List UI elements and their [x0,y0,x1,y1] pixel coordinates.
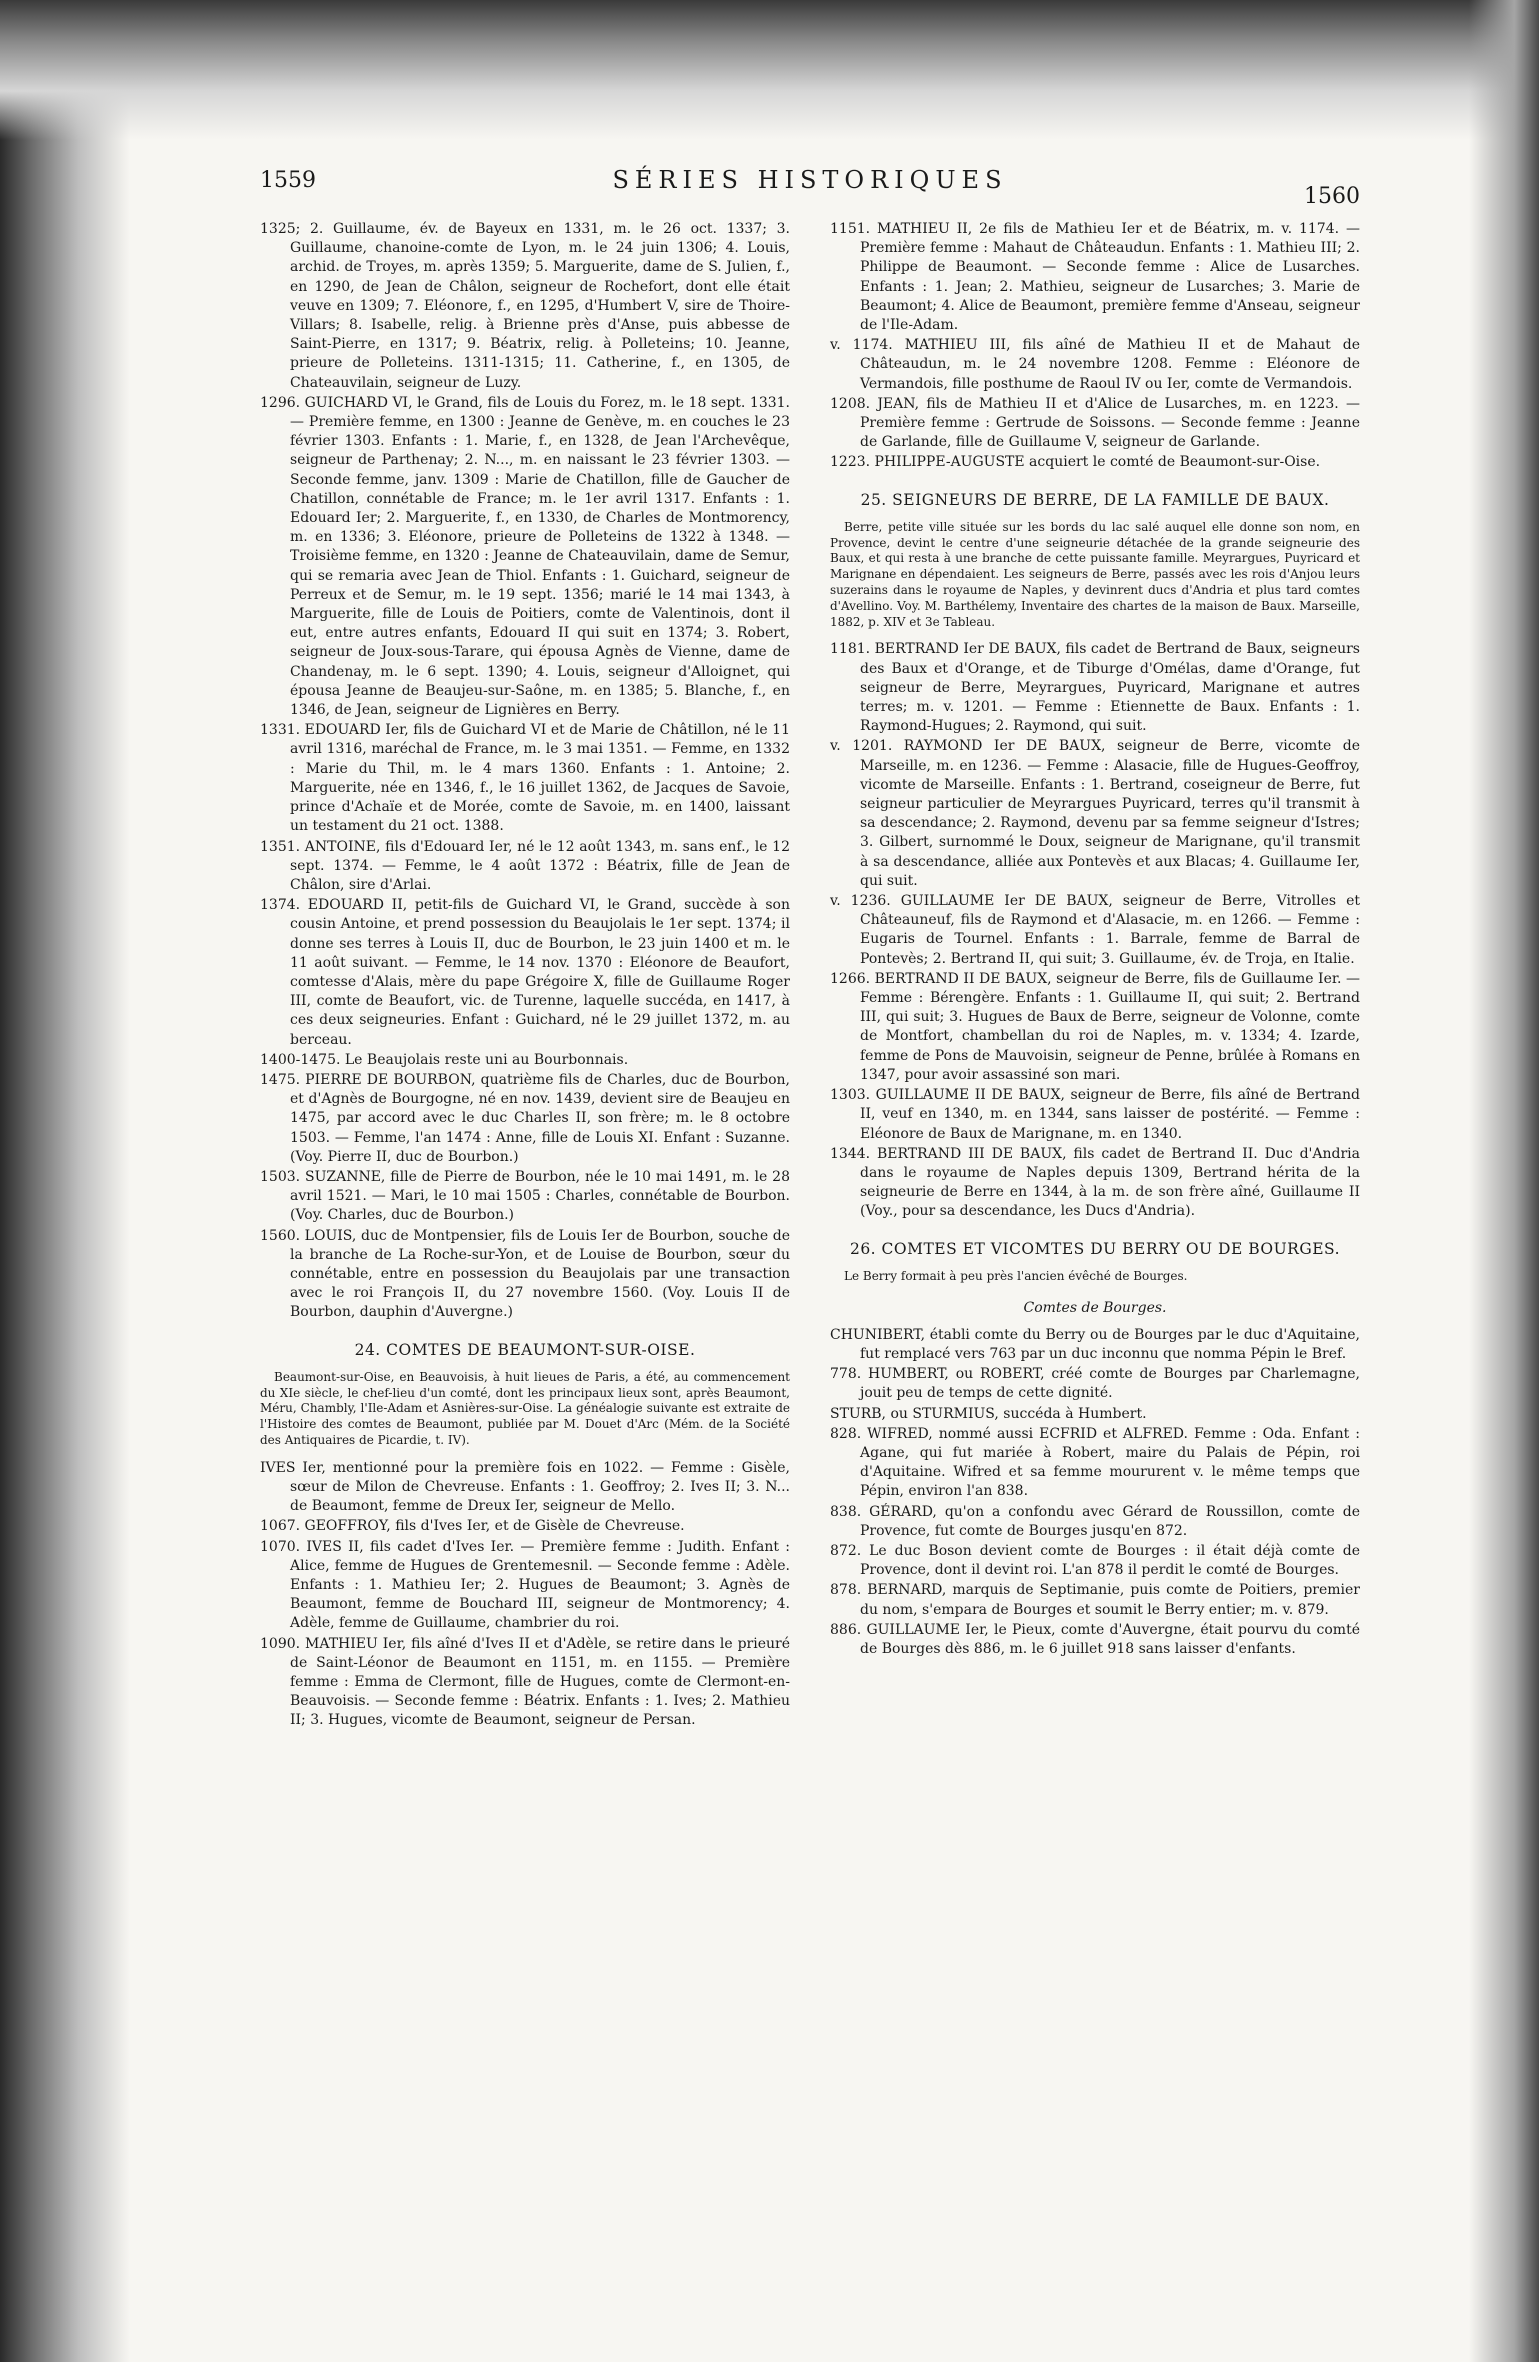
entry-beaumont-0: IVES Ier, mentionné pour la première fois en 1022. — Femme : Gisèle, sœur de Milon de Chevreuse. Enfants : 1. Geoffroy; 2. Ives II; 3. N... de Beaumont, femme de Dreux Ier, seigneur de Mello. [260,1459,790,1515]
entry-left-6: 1475. PIERRE DE BOURBON, quatrième fils de Charles, duc de Bourbon, et d'Agnès de Bourgogne, né en nov. 1439, devient sire de Beaujeu en 1475, par accord avec le duc Charles II, son frère; m. le 8 octobre 1503. — Femme, l'an 1474 : Anne, fille de Louis XI. Enfant : Suzanne. (Voy. Pierre II, duc de Bourbon.) [260,1071,790,1165]
section-25-intro: Berre, petite ville située sur les bords du lac salé auquel elle donne son nom, en Provence, devint le centre d'une seigneurie détachée de la grande seigneurie des Baux, et qui resta à une branche de cette puissante famille. Meyrargues, Puyricard et Marignane en dépendaient. Les seigneurs de Berre, passés avec les rois d'Anjou leurs suzerains dans le royaume de Naples, y devinrent ducs d'Andria et plus tard comtes d'Avellino. Voy. M. Barthélemy, Inventaire des chartes de la maison de Baux. Marseille, 1882, p. XIV et 3e Tableau. [830,519,1360,629]
two-column-body [260,220,1360,1732]
section-24-intro: Beaumont-sur-Oise, en Beauvoisis, à huit lieues de Paris, a été, au commencement du XIe siècle, le chef-lieu d'un comté, dont les principaux lieux sont, après Beaumont, Méru, Chambly, l'Ile-Adam et Asnières-sur-Oise. La généalogie suivante est extraite de l'Histoire des comtes de Beaumont, publiée par M. Douet d'Arc (Mém. de la Société des Antiquaires de Picardie, t. IV). [260,1369,790,1447]
entry-bourges-4: 838. GÉRARD, qu'on a confondu avec Gérard de Roussillon, comte de Provence, fut comte de Bourges jusqu'en 872. [830,1503,1360,1539]
scan-shadow-left [0,0,130,2362]
entry-right-0: 1151. MATHIEU II, 2e fils de Mathieu Ier et de Béatrix, m. v. 1174. — Première femme : Mahaut de Châteaudun. Enfants : 1. Mathieu III; 2. Philippe de Beaumont. — Seconde femme : Alice de Lusarches. Enfants : 1. Jean; 2. Mathieu, seigneur de Lusarches; 3. Marie de Beaumont; 4. Alice de Beaumont, première femme d'Anseau, seigneur de l'Ile-Adam. [830,221,1360,334]
left-column [260,220,790,1732]
entry-berre-5: 1344. BERTRAND III DE BAUX, fils cadet de Bertrand II. Duc d'Andria dans le royaume de Naples depuis 1309, Bertrand hérita de la seigneurie de Berre en 1344, à la m. de son frère aîné, Guillaume II (Voy., pour sa descendance, les Ducs d'Andria). [830,1145,1360,1220]
entry-left-2: 1331. EDOUARD Ier, fils de Guichard VI et de Marie de Châtillon, né le 11 avril 1316, maréchal de France, m. le 3 mai 1351. — Femme, en 1332 : Marie du Thil, m. le 4 mars 1360. Enfants : 1. Antoine; 2. Marguerite, née en 1346, f., le 16 juillet 1362, de Jacques de Savoie, prince d'Achaïe et de Morée, comte de Savoie, m. en 1400, laissant un testament du 21 oct. 1388. [260,722,790,835]
left-page-number: 1559 [260,168,316,193]
section-25-title: 25. SEIGNEURS DE BERRE, DE LA FAMILLE DE BAUX. [860,490,1330,509]
entry-berre-1: v. 1201. RAYMOND Ier DE BAUX, seigneur de Berre, vicomte de Marseille, m. en 1236. — Femme : Alasacie, fille de Hugues-Geoffroy, vicomte de Marseille. Enfants : 1. Bertrand, coseigneur de Berre, fut seigneur particulier de Meyrargues Puyricard, terres qu'il transmit à sa descendance; 2. Raymond, devenu par sa femme seigneur d'Istres; 3. Gilbert, surnommé le Doux, seigneur de Marignane, qu'il transmit à sa descendance, alliée aux Pontevès et aux Blacas; 4. Guillaume Ier, qui suit. [830,738,1360,889]
entry-beaumont-1: 1067. GEOFFROY, fils d'Ives Ier, et de Gisèle de Chevreuse. [260,1518,685,1535]
right-page-number: 1560 [1304,184,1360,209]
entry-bourges-2: STURB, ou STURMIUS, succéda à Humbert. [830,1405,1147,1422]
entry-bourges-7: 886. GUILLAUME Ier, le Pieux, comte d'Auvergne, était pourvu du comté de Bourges dès 886, m. le 6 juillet 918 sans laisser d'enfants. [830,1621,1360,1657]
entry-left-3: 1351. ANTOINE, fils d'Edouard Ier, né le 12 août 1343, m. sans enf., le 12 sept. 1374. — Femme, le 4 août 1372 : Béatrix, fille de Jean de Châlon, sire d'Arlai. [260,838,790,893]
running-title: SÉRIES HISTORIQUES [612,166,1008,194]
entry-beaumont-3: 1090. MATHIEU Ier, fils aîné d'Ives II et d'Adèle, se retire dans le prieuré de Saint-Léonor de Beaumont en 1151, m. en 1155. — Première femme : Emma de Clermont, fille de Hugues, comte de Clermont-en-Beauvoisis. — Seconde femme : Béatrix. Enfants : 1. Ives; 2. Mathieu II; 3. Hugues, vicomte de Beaumont, seigneur de Persan. [260,1635,790,1729]
scan-shadow-right [1469,0,1539,2362]
entry-left-4: 1374. EDOUARD II, petit-fils de Guichard VI, le Grand, succède à son cousin Antoine, et prend possession du Beaujolais le 1er sept. 1374; il donne ses terres à Louis II, duc de Bourbon, le 23 juin 1400 et m. le 11 août suivant. — Femme, le 14 nov. 1370 : Eléonore de Beaufort, comtesse d'Alais, mère du pape Grégoire X, fille de Guillaume Roger III, comte de Beaufort, vic. de Turenne, laquelle succéda, en 1417, à ces deux seigneuries. Enfant : Guichard, né le 29 juillet 1372, m. au berceau. [260,897,790,1048]
running-head [260,160,1360,220]
entry-bourges-0: CHUNIBERT, établi comte du Berry ou de Bourges par le duc d'Aquitaine, fut remplacé vers 763 par un duc inconnu que nomma Pépin le Bref. [830,1326,1360,1362]
entry-left-8: 1560. LOUIS, duc de Montpensier, fils de Louis Ier de Bourbon, souche de la branche de La Roche-sur-Yon, et de Louise de Bourbon, sœur du connétable, entre en possession du Beaujolais par une transaction avec le roi François II, du 27 novembre 1560. (Voy. Louis II de Bourbon, dauphin d'Auvergne.) [260,1227,790,1321]
entry-right-2: 1208. JEAN, fils de Mathieu II et d'Alice de Lusarches, m. en 1223. — Première femme : Gertrude de Soissons. — Seconde femme : Jeanne de Garlande, fille de Guillaume V, seigneur de Garlande. [830,395,1360,451]
section-24-title: 24. COMTES DE BEAUMONT-SUR-OISE. [354,1340,696,1359]
entry-berre-2: v. 1236. GUILLAUME Ier DE BAUX, seigneur de Berre, Vitrolles et Châteauneuf, fils de Raymond et d'Alasacie, m. en 1266. — Femme : Eugaris de Tournel. Enfants : 1. Barrale, femme de Barral de Pontevès; 2. Bertrand II, qui suit; 3. Guillaume, év. de Troja, en Italie. [830,893,1360,967]
entry-right-1: v. 1174. MATHIEU III, fils aîné de Mathieu II et de Mahaut de Châteaudun, m. le 24 novembre 1208. Femme : Eléonore de Vermandois, fille posthume de Raoul IV ou Ier, comte de Vermandois. [830,337,1360,392]
entry-bourges-6: 878. BERNARD, marquis de Septimanie, puis comte de Poitiers, premier du nom, s'empara de Bourges et soumit le Berry entier; m. v. 879. [830,1582,1360,1618]
entry-beaumont-2: 1070. IVES II, fils cadet d'Ives Ier. — Première femme : Judith. Enfant : Alice, femme de Hugues de Grentemesnil. — Seconde femme : Adèle. Enfants : 1. Mathieu Ier; 2. Hugues de Beaumont; 3. Agnès de Beaumont, femme de Bouchard III, seigneur de Montmorency; 4. Adèle, femme de Guillaume, chambrier du roi. [260,1538,790,1632]
entry-left-0: 1325; 2. Guillaume, év. de Bayeux en 1331, m. le 26 oct. 1337; 3. Guillaume, chanoine-comte de Lyon, m. le 24 juin 1306; 4. Louis, archid. de Troyes, m. après 1359; 5. Marguerite, dame de S. Julien, f., en 1290, de Jean de Châlon, seigneur de Rochefort, dont elle était veuve en 1309; 7. Eléonore, f., en 1295, d'Humbert V, sire de Thoire-Villars; 8. Isabelle, relig. à Brienne près d'Anse, puis abbesse de Saint-Pierre, en 1317; 9. Béatrix, relig. à Polleteins; 10. Jeanne, prieure de Polleteins. 1311-1315; 11. Catherine, f., en 1305, de Chateauvilain, seigneur de Luzy. [260,221,790,391]
document-page [260,160,1360,2300]
entry-berre-4: 1303. GUILLAUME II DE BAUX, seigneur de Berre, fils aîné de Bertrand II, veuf en 1340, m. en 1344, sans laisser de postérité. — Femme : Eléonore de Baux de Marignane, m. en 1340. [830,1087,1360,1142]
section-26-title: 26. COMTES ET VICOMTES DU BERRY OU DE BOURGES. [849,1239,1341,1258]
entry-berre-3: 1266. BERTRAND II DE BAUX, seigneur de Berre, fils de Guillaume Ier. — Femme : Bérengère. Enfants : 1. Guillaume II, qui suit; 2. Bertrand III, qui suit; 3. Hugues de Baux de Berre, seigneur de Volonne, comte de Montfort, chambellan du roi de Naples, m. v. 1334; 4. Izarde, femme de Pons de Mauvoisin, seigneur de Penne, brûlée à Romans en 1347, pour avoir assassiné son mari. [830,970,1360,1083]
scan-shadow-top [0,0,1539,140]
subsection-comtes-de-bourges: Comtes de Bourges. [1023,1299,1167,1316]
entry-left-5: 1400-1475. Le Beaujolais reste uni au Bourbonnais. [260,1051,629,1068]
entry-left-7: 1503. SUZANNE, fille de Pierre de Bourbon, née le 10 mai 1491, m. le 28 avril 1521. — Mari, le 10 mai 1505 : Charles, connétable de Bourbon. (Voy. Charles, duc de Bourbon.) [260,1168,790,1224]
entry-bourges-3: 828. WIFRED, nommé aussi ECFRID et ALFRED. Femme : Oda. Enfant : Agane, qui fut mariée à Robert, maire du Palais de Pépin, roi d'Aquitaine. Wifred et sa femme moururent v. le même temps que Pépin, environ l'an 838. [830,1425,1360,1500]
section-26-intro: Le Berry formait à peu près l'ancien évêché de Bourges. [844,1268,1188,1283]
entry-berre-0: 1181. BERTRAND Ier DE BAUX, fils cadet de Bertrand de Baux, seigneurs des Baux et d'Orange, et de Tiburge d'Omélas, dame d'Orange, fut seigneur de Berre, Meyrargues, Puyricard, Marignane et autres terres; m. v. 1201. — Femme : Etiennette de Baux. Enfants : 1. Raymond-Hugues; 2. Raymond, qui suit. [830,641,1360,735]
right-column [830,220,1360,1732]
entry-bourges-5: 872. Le duc Boson devient comte de Bourges : il était déjà comte de Provence, dont il devint roi. L'an 878 il perdit le comté de Bourges. [830,1542,1360,1579]
entry-bourges-1: 778. HUMBERT, ou ROBERT, créé comte de Bourges par Charlemagne, jouit peu de temps de cette dignité. [830,1366,1360,1402]
entry-left-1: 1296. GUICHARD VI, le Grand, fils de Louis du Forez, m. le 18 sept. 1331. — Première femme, en 1300 : Jeanne de Genève, m. en couches le 23 février 1303. Enfants : 1. Marie, f., en 1328, de Jean l'Archevêque, seigneur de Parthenay; 2. N..., m. en naissant le 23 février 1303. — Seconde femme, janv. 1309 : Marie de Chatillon, fille de Gaucher de Chatillon, connétable de France; m. le 1er avril 1317. Enfants : 1. Edouard Ier; 2. Marguerite, f., en 1330, de Charles de Montmorency, m. en 1336; 3. Eléonore, prieure de Polleteins de 1322 à 1348. — Troisième femme, en 1320 : Jeanne de Chateauvilain, dame de Semur, qui se remaria avec Jean de Thiol. Enfants : 1. Guichard, seigneur de Perreux et de Semur, m. le 19 sept. 1356; marié le 14 mai 1343, à Marguerite, fille de Louis de Poitiers, comte de Valentinois, dont il eut, entre autres enfants, Edouard II qui suit en 1374; 3. Robert, seigneur de Joux-sous-Tarare, qui épousa Agnès de Vienne, dame de Chandenay, m. le 6 sept. 1390; 4. Louis, seigneur d'Alloignet, qui épousa Jeanne de Beaujeu-sur-Saône, m. en 1385; 5. Blanche, f., en 1346, de Jean, seigneur de Lignières en Berry. [260,394,790,719]
entry-right-3: 1223. PHILIPPE-AUGUSTE acquiert le comté de Beaumont-sur-Oise. [830,454,1321,471]
